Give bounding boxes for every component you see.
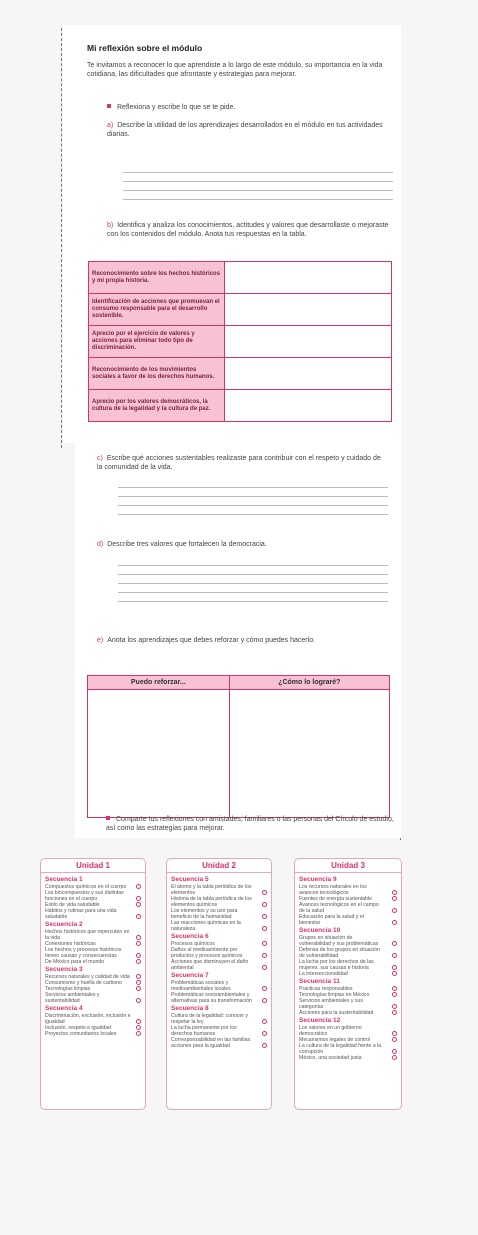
item-e-text: Anota los aprendizajes que debes reforzar y cómo puedes hacerlo. (107, 637, 316, 644)
como-cell[interactable] (229, 690, 389, 818)
sequence-title: Secuencia 2 (45, 921, 83, 928)
topic-item[interactable] (299, 935, 397, 947)
checkbox-circle-icon[interactable] (136, 986, 141, 991)
item-c-text: Escribe qué acciones sustentables realizaste para contribuir con el respeto y cuidado de la comunidad de la vida. (97, 455, 381, 471)
topic-text: Educación para la salud y el bienestar (299, 914, 364, 926)
checkbox-circle-icon[interactable] (136, 980, 141, 985)
item-e (97, 636, 389, 645)
item-d (97, 540, 387, 549)
checkbox-circle-icon[interactable] (262, 941, 267, 946)
topic-text: Procesos químicos (171, 941, 215, 947)
topic-text: Grupos en situación de vulnerabilidad y sus problemáticas (299, 935, 379, 947)
table-answer-cell[interactable] (225, 262, 392, 294)
checkbox-circle-icon[interactable] (136, 974, 141, 979)
checkbox-circle-icon[interactable] (136, 1031, 141, 1036)
topic-text: Daños al medioambiente por productos y procesos químicos (171, 947, 243, 959)
topic-text: Mecanismos legales de control (299, 1037, 371, 1043)
checkbox-circle-icon[interactable] (136, 896, 141, 901)
topic-text: Los hechos y procesos históricos tienen causas y consecuencias (45, 947, 122, 959)
reforzar-cell[interactable] (88, 690, 230, 818)
unit-card-2 (166, 858, 272, 1110)
item-c (97, 454, 387, 472)
sequence-title: Secuencia 7 (171, 972, 209, 979)
table-row-label: Aprecio por el ejercicio de valores y acciones para eliminar todo tipo de discriminación. (89, 326, 225, 358)
sequence-title: Secuencia 1 (45, 876, 83, 883)
item-a-letter: a) (107, 122, 114, 129)
topic-text: Tecnologías limpias (45, 986, 91, 992)
sequence-title: Secuencia 11 (299, 978, 340, 985)
topic-text: Fuentes de energía sustentable (299, 896, 372, 902)
checkbox-circle-icon[interactable] (392, 965, 397, 970)
unit-card-1 (40, 858, 146, 1110)
item-b (107, 221, 397, 239)
topic-text: Corresponsabilidad en las familias: acciones para la igualdad (171, 1037, 252, 1049)
table-row (89, 390, 392, 422)
topic-item[interactable] (45, 1031, 141, 1037)
topic-text: Inclusión, respeto e igualdad (45, 1025, 112, 1031)
topic-text: La cultura de la legalidad frente a la corrupción (299, 1043, 382, 1055)
topic-text: Cultura de la legalidad: conocer y respetar la ley (171, 1013, 248, 1025)
topic-item[interactable] (171, 959, 267, 971)
instruction (107, 103, 235, 112)
checkbox-circle-icon[interactable] (262, 998, 267, 1003)
item-d-text: Describe tres valores que fortalecen la democracia. (107, 541, 267, 548)
column-header-como: ¿Cómo lo lograré? (229, 676, 389, 690)
section-intro: Te invitamos a reconocer lo que aprendiste a lo largo de este módulo, su importancia en la vida cotidiana, las dificultades que afrontaste y estrategias para mejorar. (87, 62, 383, 78)
checkbox-circle-icon[interactable] (262, 986, 267, 991)
topic-text: Problemáticas socioambientales y alternativas para su transformación (171, 992, 253, 1004)
sequence-title: Secuencia 9 (299, 876, 337, 883)
checkbox-circle-icon[interactable] (392, 896, 397, 901)
checkbox-circle-icon[interactable] (392, 1055, 397, 1060)
sequence-title: Secuencia 6 (171, 933, 209, 940)
table-answer-cell[interactable] (225, 294, 392, 326)
topic-item[interactable] (171, 992, 267, 1004)
topic-text: La lucha por los derechos de las mujeres, sus causas e historia (299, 959, 374, 971)
topic-text: Las reacciones químicas en la naturaleza (171, 920, 241, 932)
topic-item[interactable] (45, 992, 141, 1004)
topic-text: La lucha permanente por los derechos humanos (171, 1025, 237, 1037)
topic-text: Conexiones históricas (45, 941, 96, 947)
section-title: Mi reflexión sobre el módulo (87, 43, 203, 53)
checkbox-circle-icon[interactable] (136, 902, 141, 907)
topic-text: Consumismo y huella de carbono (45, 980, 122, 986)
topic-item[interactable] (299, 947, 397, 959)
topic-item[interactable] (171, 947, 267, 959)
answer-lines-c[interactable] (118, 487, 388, 523)
topic-item[interactable] (299, 902, 397, 914)
topic-text: México, una sociedad justa (299, 1055, 362, 1061)
item-e-letter: e) (97, 637, 104, 644)
checkbox-circle-icon[interactable] (136, 914, 141, 919)
table-row (88, 690, 390, 818)
topic-text: Discriminación, exclusión, inclusión e igualdad (45, 1013, 131, 1025)
unit-body (41, 873, 145, 1039)
share-text: Comparte tus reflexiones con amistades, familiares o las personas del Círculo de estudio, así como las estrategias para mejorar. (106, 816, 394, 832)
checkbox-circle-icon[interactable] (392, 920, 397, 925)
topic-text: Hechos históricos que repercuten en la vida (45, 929, 130, 941)
checkbox-circle-icon[interactable] (136, 953, 141, 958)
topic-item[interactable] (299, 959, 397, 971)
checkbox-circle-icon[interactable] (392, 1049, 397, 1054)
table-header-row (88, 676, 390, 690)
topic-text: La interseccionalidad (299, 971, 348, 977)
bullet-icon (107, 104, 111, 108)
topic-text: Servicios ambientales y sus categorías (299, 998, 364, 1010)
topic-text: Problemáticas sociales y medioambientales locales (171, 980, 231, 992)
item-a (107, 121, 397, 139)
topic-item[interactable] (45, 929, 141, 941)
topic-item[interactable] (171, 908, 267, 920)
checkbox-circle-icon[interactable] (262, 926, 267, 931)
table-answer-cell[interactable] (225, 326, 392, 358)
item-d-letter: d) (97, 541, 104, 548)
unit-title: Unidad 1 (41, 859, 145, 873)
reflection-table (88, 261, 392, 422)
topic-text: Los elementos y su uso para beneficio de la humanidad (171, 908, 238, 920)
checkbox-circle-icon[interactable] (392, 908, 397, 913)
column-header-reforzar: Puedo reforzar... (88, 676, 230, 690)
answer-lines-a[interactable] (123, 172, 393, 208)
table-answer-cell[interactable] (225, 390, 392, 422)
checkbox-circle-icon[interactable] (392, 1004, 397, 1009)
reinforce-table (87, 675, 390, 818)
topic-item[interactable] (45, 947, 141, 959)
topic-item[interactable] (299, 1055, 397, 1061)
checkbox-circle-icon[interactable] (136, 1019, 141, 1024)
table-row-label: Reconocimiento de los movimientos sociales a favor de los derechos humanos. (89, 358, 225, 390)
sequence-title: Secuencia 4 (45, 1005, 83, 1012)
instruction-text: Reflexiona y escribe lo que se te pide. (117, 104, 236, 111)
checkbox-circle-icon[interactable] (392, 1010, 397, 1015)
unit-body (295, 873, 401, 1063)
checkbox-circle-icon[interactable] (262, 1019, 267, 1024)
table-row (89, 294, 392, 326)
topic-item[interactable] (299, 971, 397, 977)
topic-text: Estilo de vida saludable (45, 902, 100, 908)
topic-item[interactable] (45, 959, 141, 965)
sequence-title: Secuencia 3 (45, 966, 83, 973)
topic-item[interactable] (45, 908, 141, 920)
checkbox-circle-icon[interactable] (392, 953, 397, 958)
topic-text: Los valores en un gobierno democrático (299, 1025, 362, 1037)
checkbox-circle-icon[interactable] (136, 884, 141, 889)
item-b-text: Identifica y analiza los conocimientos, actitudes y valores que desarrollaste o mejoraste con los contenidos del módulo. Anota tus respuestas en la tabla. (107, 222, 389, 238)
share-instruction (106, 815, 396, 833)
topic-item[interactable] (171, 1025, 267, 1037)
sequence-title: Secuencia 5 (171, 876, 209, 883)
topic-item[interactable] (171, 980, 267, 992)
checkbox-circle-icon[interactable] (136, 935, 141, 940)
fold-line-left (61, 28, 62, 448)
item-c-letter: c) (97, 455, 103, 462)
checkbox-circle-icon[interactable] (262, 914, 267, 919)
checkbox-circle-icon[interactable] (136, 941, 141, 946)
topic-item[interactable] (171, 1037, 267, 1049)
unit-title: Unidad 2 (167, 859, 271, 873)
table-row (89, 326, 392, 358)
topic-text: Prácticas responsables (299, 986, 353, 992)
answer-lines-d[interactable] (118, 565, 388, 610)
checkbox-circle-icon[interactable] (392, 1031, 397, 1036)
topic-item[interactable] (299, 998, 397, 1010)
bullet-icon (106, 816, 110, 820)
checkbox-circle-icon[interactable] (392, 986, 397, 991)
topic-text: Acciones que disminuyen el daño ambiental (171, 959, 249, 971)
topic-text: Historia de la tabla periódica de los elementos químicos (171, 896, 252, 908)
topic-text: Servicios ambientales y sustentabilidad (45, 992, 100, 1004)
topic-item[interactable] (299, 914, 397, 926)
table-row (89, 358, 392, 390)
checkbox-circle-icon[interactable] (392, 941, 397, 946)
topic-text: Avances tecnológicos en el campo de la salud (299, 902, 379, 914)
topic-text: Recursos naturales y calidad de vida (45, 974, 130, 980)
topic-text: Acciones para la sustentabilidad (299, 1010, 374, 1016)
unit-card-3 (294, 858, 402, 1110)
checkbox-circle-icon[interactable] (262, 1031, 267, 1036)
topic-item[interactable] (171, 884, 267, 896)
checkbox-circle-icon[interactable] (136, 1025, 141, 1030)
worksheet-page-1 (63, 25, 401, 443)
checkbox-circle-icon[interactable] (262, 1043, 267, 1048)
checkbox-circle-icon[interactable] (392, 992, 397, 997)
topic-item[interactable] (299, 1010, 397, 1016)
table-row-label: Identificación de acciones que promuevan el consumo responsable para el desarrollo sostenible. (89, 294, 225, 326)
topic-item[interactable] (299, 884, 397, 896)
topic-item[interactable] (171, 1013, 267, 1025)
sequence-title: Secuencia 8 (171, 1005, 209, 1012)
unit-body (167, 873, 271, 1051)
item-a-text: Describe la utilidad de los aprendizajes desarrollados en el módulo en tus actividades diarias. (107, 122, 383, 138)
topic-text: Los recursos naturales en los avances tecnológicos (299, 884, 367, 896)
table-answer-cell[interactable] (225, 358, 392, 390)
table-row-label: Reconocimiento sobre los hechos históricos y mi propia historia. (89, 262, 225, 294)
table-row-label: Aprecio por los valores democráticos, la cultura de la legalidad y la cultura de paz. (89, 390, 225, 422)
checkbox-circle-icon[interactable] (262, 953, 267, 958)
topic-item[interactable] (171, 920, 267, 932)
topic-text: Compuestos químicos en el cuerpo (45, 884, 127, 890)
checkbox-circle-icon[interactable] (262, 890, 267, 895)
checkbox-circle-icon[interactable] (136, 959, 141, 964)
topic-item[interactable] (171, 896, 267, 908)
topic-text: Hábitos y rutinas para una vida saludable (45, 908, 117, 920)
sequence-title: Secuencia 10 (299, 927, 341, 934)
topic-item[interactable] (299, 1043, 397, 1055)
sequence-title: Secuencia 12 (299, 1017, 341, 1024)
topic-text: Defensa de los grupos en situación de vulnerabilidad (299, 947, 381, 959)
checkbox-circle-icon[interactable] (392, 890, 397, 895)
checkbox-circle-icon[interactable] (262, 965, 267, 970)
topic-text: Proyectos comunitarios locales (45, 1031, 117, 1037)
checkbox-circle-icon[interactable] (392, 1037, 397, 1042)
table-row (89, 262, 392, 294)
topic-item[interactable] (45, 1013, 141, 1025)
topic-item[interactable] (45, 890, 141, 902)
item-b-letter: b) (107, 222, 114, 229)
checkbox-circle-icon[interactable] (136, 998, 141, 1003)
topic-text: El átomo y la tabla periódica de los elementos (171, 884, 252, 896)
unit-title: Unidad 3 (295, 859, 401, 873)
checkbox-circle-icon[interactable] (392, 971, 397, 976)
topic-text: Los biocompuestos y sus distintas funciones en el cuerpo (45, 890, 124, 902)
checkbox-circle-icon[interactable] (262, 902, 267, 907)
topic-text: Tecnologías limpias en México (299, 992, 370, 998)
topic-item[interactable] (299, 1025, 397, 1037)
topic-text: De México para el mundo (45, 959, 105, 965)
